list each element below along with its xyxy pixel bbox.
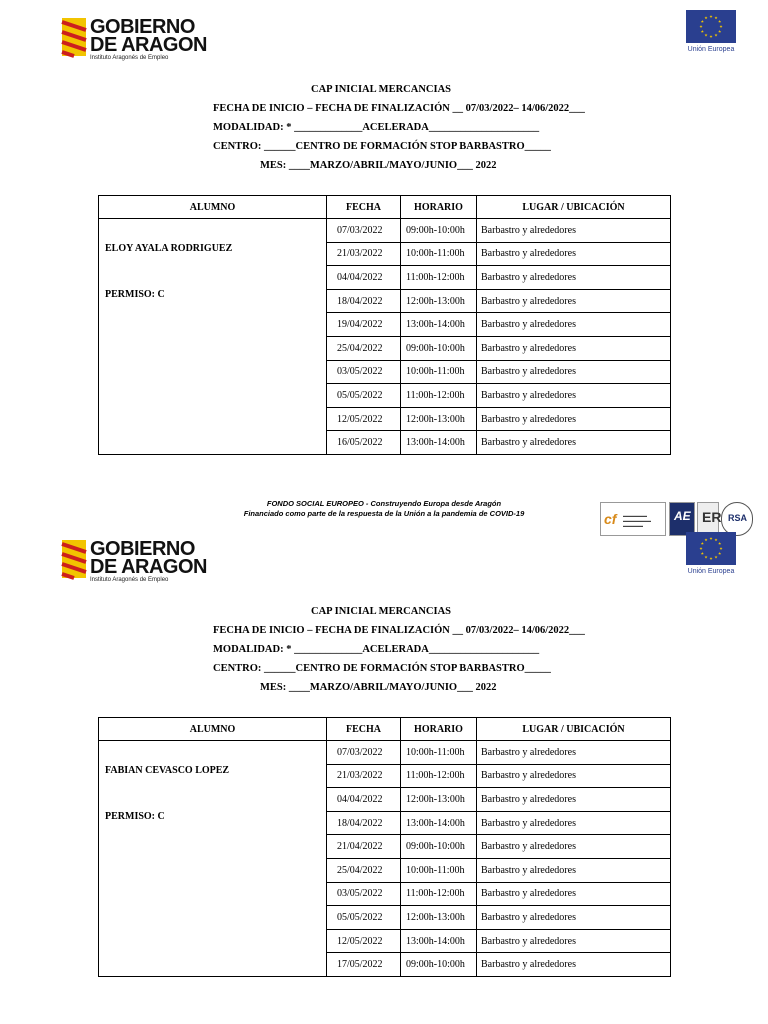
course-center: CENTRO: ______CENTRO DE FORMACIÓN STOP BARBASTRO_____ bbox=[213, 141, 551, 152]
schedule-section bbox=[0, 14, 768, 484]
time-cell: 11:00h-12:00h bbox=[401, 882, 477, 906]
location-cell: Barbastro y alrededores bbox=[477, 906, 671, 930]
gov-subtitle: Instituto Aragonés de Empleo bbox=[90, 577, 169, 583]
alumno-cell bbox=[99, 741, 327, 977]
col-header-horario: HORARIO bbox=[401, 718, 477, 741]
location-cell: Barbastro y alrededores bbox=[477, 953, 671, 977]
time-cell: 10:00h-11:00h bbox=[401, 858, 477, 882]
col-header-fecha: FECHA bbox=[327, 718, 401, 741]
date-cell: 21/03/2022 bbox=[327, 764, 401, 788]
date-cell: 12/05/2022 bbox=[327, 407, 401, 431]
alumno-cell bbox=[99, 219, 327, 455]
time-cell: 11:00h-12:00h bbox=[401, 764, 477, 788]
date-cell: 19/04/2022 bbox=[327, 313, 401, 337]
gov-name-line-1: GOBIERNO bbox=[90, 538, 195, 560]
time-cell: 13:00h-14:00h bbox=[401, 811, 477, 835]
location-cell: Barbastro y alrededores bbox=[477, 266, 671, 290]
schedule-section bbox=[0, 536, 768, 1006]
gov-name-line-2: DE ARAGON bbox=[90, 556, 207, 578]
eu-logo bbox=[683, 532, 739, 582]
col-header-lugar: LUGAR / UBICACIÓN bbox=[477, 196, 671, 219]
table-header-row bbox=[99, 718, 671, 741]
time-cell: 09:00h-10:00h bbox=[401, 953, 477, 977]
col-header-alumno: ALUMNO bbox=[99, 196, 327, 219]
date-cell: 05/05/2022 bbox=[327, 384, 401, 408]
col-header-fecha: FECHA bbox=[327, 196, 401, 219]
er-badge-text: ER bbox=[702, 509, 722, 525]
location-cell: Barbastro y alrededores bbox=[477, 788, 671, 812]
date-cell: 18/04/2022 bbox=[327, 811, 401, 835]
location-cell: Barbastro y alrededores bbox=[477, 431, 671, 455]
time-cell: 11:00h-12:00h bbox=[401, 384, 477, 408]
course-title: CAP INICIAL MERCANCIAS bbox=[311, 84, 452, 95]
time-cell: 13:00h-14:00h bbox=[401, 929, 477, 953]
date-cell: 04/04/2022 bbox=[327, 788, 401, 812]
date-cell: 03/05/2022 bbox=[327, 882, 401, 906]
course-months: MES: ____MARZO/ABRIL/MAYO/JUNIO___ 2022 bbox=[260, 682, 497, 693]
schedule-table bbox=[98, 717, 671, 977]
date-cell: 05/05/2022 bbox=[327, 906, 401, 930]
location-cell: Barbastro y alrededores bbox=[477, 811, 671, 835]
time-cell: 10:00h-11:00h bbox=[401, 360, 477, 384]
er-badge bbox=[697, 502, 722, 536]
student-permit: PERMISO: C bbox=[105, 811, 165, 822]
eu-label: Unión Europea bbox=[687, 568, 735, 575]
eu-label: Unión Europea bbox=[687, 46, 735, 53]
location-cell: Barbastro y alrededores bbox=[477, 929, 671, 953]
date-cell: 25/04/2022 bbox=[327, 858, 401, 882]
date-cell: 21/04/2022 bbox=[327, 835, 401, 859]
student-permit: PERMISO: C bbox=[105, 289, 165, 300]
time-cell: 09:00h-10:00h bbox=[401, 336, 477, 360]
time-cell: 11:00h-12:00h bbox=[401, 266, 477, 290]
time-cell: 10:00h-11:00h bbox=[401, 242, 477, 266]
time-cell: 10:00h-11:00h bbox=[401, 741, 477, 765]
table-row bbox=[99, 741, 671, 765]
fundacion-badge bbox=[600, 502, 666, 536]
rsa-badge bbox=[721, 502, 753, 536]
fundacion-badge-lines: ▬▬▬▬▬▬ ▬▬▬▬▬▬▬ ▬▬▬▬▬ bbox=[623, 513, 651, 528]
course-modality: MODALIDAD: * _____________ACELERADA_____________________ bbox=[213, 644, 540, 655]
date-cell: 16/05/2022 bbox=[327, 431, 401, 455]
fundacion-badge-mark: cf bbox=[604, 511, 617, 527]
location-cell: Barbastro y alrededores bbox=[477, 407, 671, 431]
schedule-table bbox=[98, 195, 671, 455]
eu-flag-icon bbox=[686, 10, 736, 43]
col-header-horario: HORARIO bbox=[401, 196, 477, 219]
eu-logo bbox=[683, 10, 739, 60]
table-header-row bbox=[99, 196, 671, 219]
date-cell: 03/05/2022 bbox=[327, 360, 401, 384]
aragon-flag-icon bbox=[62, 18, 86, 56]
date-cell: 18/04/2022 bbox=[327, 289, 401, 313]
location-cell: Barbastro y alrededores bbox=[477, 313, 671, 337]
course-months: MES: ____MARZO/ABRIL/MAYO/JUNIO___ 2022 bbox=[260, 160, 497, 171]
footer-line-2: Financiado como parte de la respuesta de la Unión a la pandemia de COVID-19 bbox=[243, 509, 525, 518]
table-row bbox=[99, 219, 671, 243]
col-header-alumno: ALUMNO bbox=[99, 718, 327, 741]
location-cell: Barbastro y alrededores bbox=[477, 764, 671, 788]
date-cell: 12/05/2022 bbox=[327, 929, 401, 953]
date-cell: 04/04/2022 bbox=[327, 266, 401, 290]
rsa-badge-text: RSA bbox=[728, 513, 748, 523]
date-cell: 07/03/2022 bbox=[327, 219, 401, 243]
date-cell: 07/03/2022 bbox=[327, 741, 401, 765]
student-name: FABIAN CEVASCO LOPEZ bbox=[105, 765, 230, 776]
eu-flag-icon bbox=[686, 532, 736, 565]
time-cell: 12:00h-13:00h bbox=[401, 289, 477, 313]
gov-subtitle: Instituto Aragonés de Empleo bbox=[90, 55, 169, 61]
date-cell: 25/04/2022 bbox=[327, 336, 401, 360]
course-dates: FECHA DE INICIO – FECHA DE FINALIZACIÓN __ 07/03/2022– 14/06/2022___ bbox=[213, 625, 585, 636]
time-cell: 13:00h-14:00h bbox=[401, 431, 477, 455]
location-cell: Barbastro y alrededores bbox=[477, 219, 671, 243]
course-center: CENTRO: ______CENTRO DE FORMACIÓN STOP BARBASTRO_____ bbox=[213, 663, 551, 674]
date-cell: 21/03/2022 bbox=[327, 242, 401, 266]
location-cell: Barbastro y alrededores bbox=[477, 741, 671, 765]
student-name: ELOY AYALA RODRIGUEZ bbox=[105, 243, 233, 254]
footer-line-1: FONDO SOCIAL EUROPEO - Construyendo Europa desde Aragón bbox=[266, 499, 502, 508]
ae-badge-text: AE bbox=[674, 509, 691, 523]
location-cell: Barbastro y alrededores bbox=[477, 289, 671, 313]
time-cell: 12:00h-13:00h bbox=[401, 788, 477, 812]
location-cell: Barbastro y alrededores bbox=[477, 858, 671, 882]
time-cell: 12:00h-13:00h bbox=[401, 407, 477, 431]
time-cell: 13:00h-14:00h bbox=[401, 313, 477, 337]
date-cell: 17/05/2022 bbox=[327, 953, 401, 977]
gov-name-line-1: GOBIERNO bbox=[90, 16, 195, 38]
location-cell: Barbastro y alrededores bbox=[477, 242, 671, 266]
course-modality: MODALIDAD: * _____________ACELERADA_____________________ bbox=[213, 122, 540, 133]
location-cell: Barbastro y alrededores bbox=[477, 336, 671, 360]
ae-badge bbox=[669, 502, 695, 536]
location-cell: Barbastro y alrededores bbox=[477, 835, 671, 859]
aragon-flag-icon bbox=[62, 540, 86, 578]
course-title: CAP INICIAL MERCANCIAS bbox=[311, 606, 452, 617]
location-cell: Barbastro y alrededores bbox=[477, 360, 671, 384]
location-cell: Barbastro y alrededores bbox=[477, 882, 671, 906]
col-header-lugar: LUGAR / UBICACIÓN bbox=[477, 718, 671, 741]
course-dates: FECHA DE INICIO – FECHA DE FINALIZACIÓN __ 07/03/2022– 14/06/2022___ bbox=[213, 103, 585, 114]
time-cell: 12:00h-13:00h bbox=[401, 906, 477, 930]
time-cell: 09:00h-10:00h bbox=[401, 219, 477, 243]
gobierno-aragon-logo bbox=[62, 16, 242, 62]
location-cell: Barbastro y alrededores bbox=[477, 384, 671, 408]
gobierno-aragon-logo bbox=[62, 538, 242, 584]
time-cell: 09:00h-10:00h bbox=[401, 835, 477, 859]
gov-name-line-2: DE ARAGON bbox=[90, 34, 207, 56]
